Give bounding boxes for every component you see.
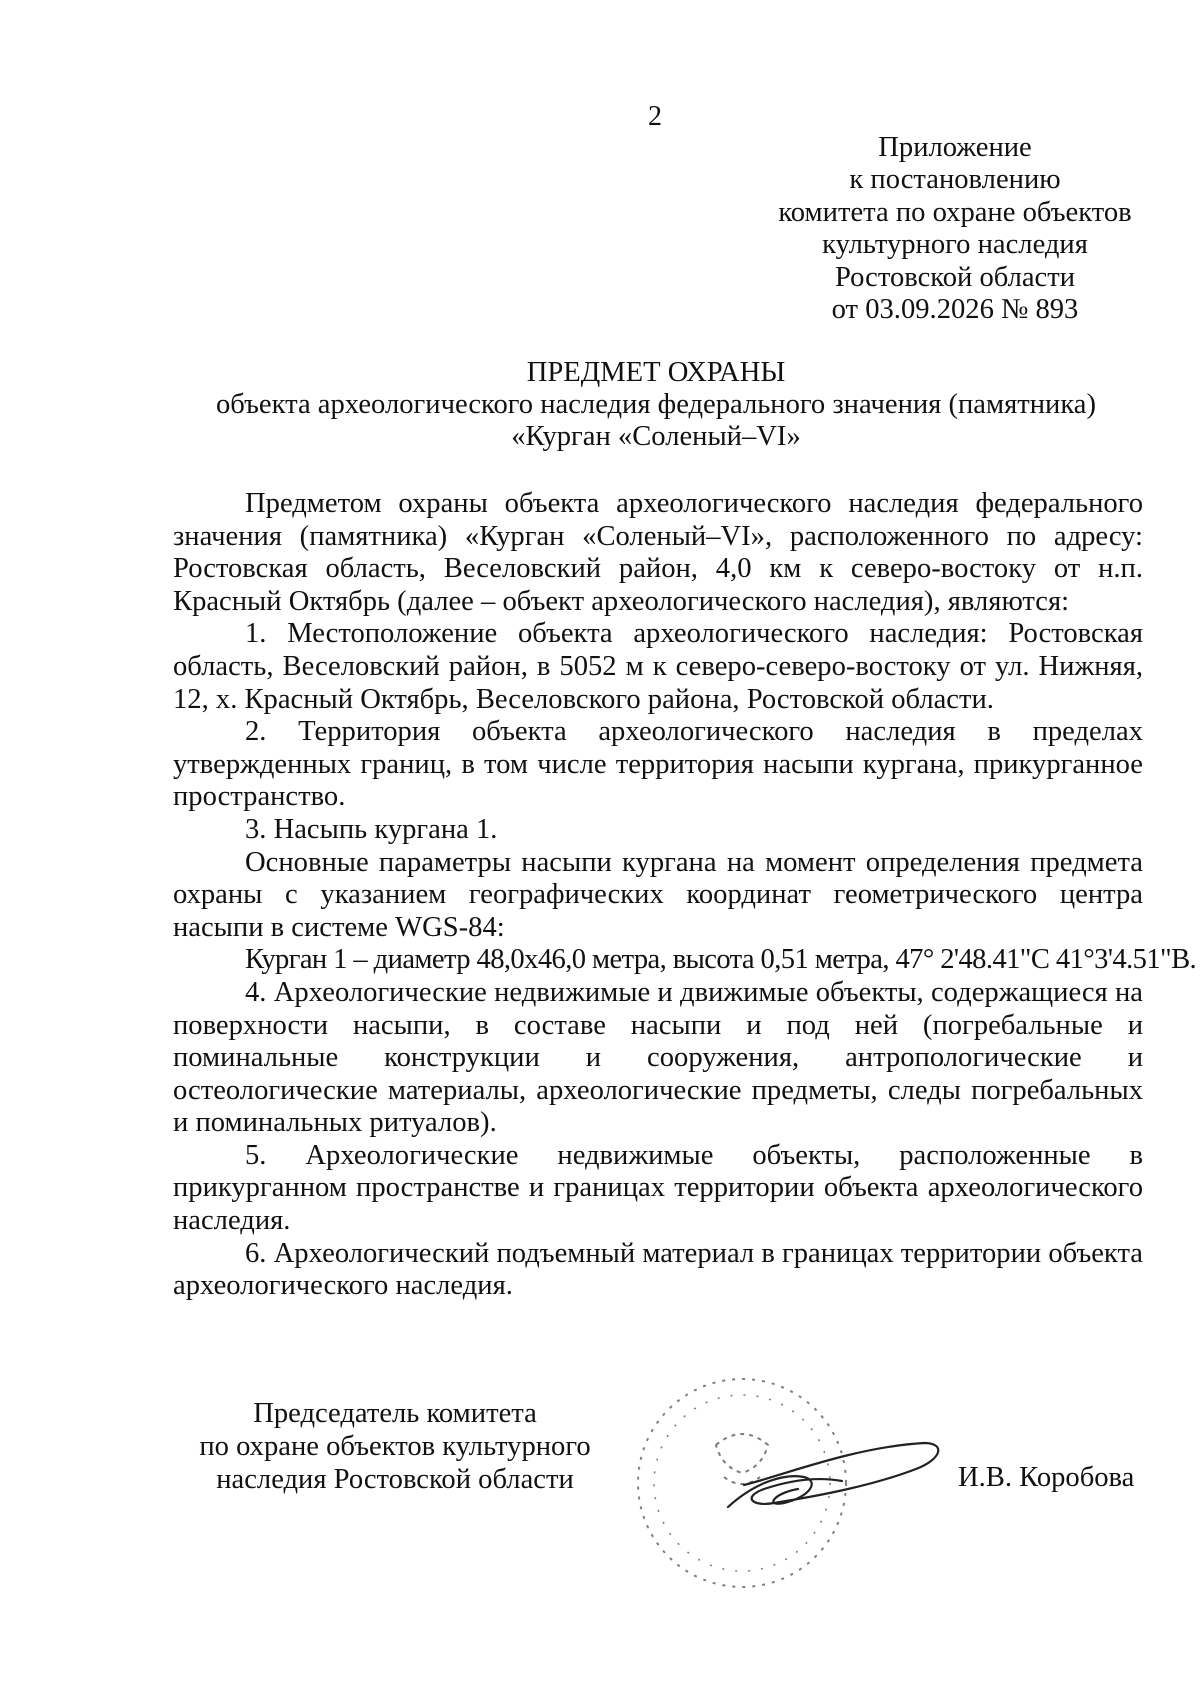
params-paragraph: Основные параметры насыпи кургана на момент определения предмета охраны с указанием географических координат геометрического центра насыпи в системе WGS-84: [173,846,1143,943]
appendix-line: к постановлению [849,164,1061,196]
page-number: 2 [648,101,662,132]
document-title: ПРЕДМЕТ ОХРАНЫ [526,357,786,388]
item-3: 3. Насыпь кургана 1. [245,813,498,845]
document-heading [171,357,1141,453]
seal-emblem [716,1434,768,1484]
position-line: наследия Ростовской области [216,1464,574,1495]
signer-name: И.В. Коробова [958,1462,1135,1493]
item-5: 5. Археологические недвижимые объекты, расположенные в прикурганном пространстве и границах территории объекта археологического наследия. [173,1139,1143,1237]
appendix-block [730,132,1180,326]
item-1: 1. Местоположение объекта археологического наследия: Ростовская область, Веселовский район, в 5052 м к северо-северо-востоку от ул. Нижняя, 12, х. Красный Октябрь, Веселовского района, Ростовской области. [173,618,1143,715]
mound-parameters: Курган 1 – диаметр 48,0х46,0 метра, высота 0,51 метра, 47° 2'48.41"С 41°3'4.51"В. [245,944,1197,976]
handwritten-signature [728,1443,938,1507]
appendix-line: Ростовской области [834,261,1076,293]
document-body [173,488,1197,1303]
appendix-line: культурного наследия [822,229,1088,261]
appendix-line: от 03.09.2026 № 893 [831,294,1079,326]
item-4: 4. Археологические недвижимые и движимые объекты, содержащиеся на поверхности насыпи, в составе насыпи и под ней (погребальные и поминальные конструкции и сооружения, антропологические и остеологические материалы, археологические предметы, следы погребальных и поминальных ритуалов). [173,976,1143,1139]
document-subtitle: объекта археологического наследия федерального значения (памятника) [215,389,1097,420]
object-name: «Курган «Соленый–VI» [511,421,801,452]
item-6: 6. Археологический подъемный материал в границах территории объекта археологического наследия. [173,1237,1143,1302]
signature-position [180,1397,610,1496]
appendix-line: комитета по охране объектов [778,196,1132,228]
position-line: по охране объектов культурного [199,1431,591,1462]
intro-paragraph: Предметом охраны объекта археологического наследия федерального значения (памятника) «Курган «Соленый–VI», расположенного по адресу: Ростовская область, Веселовский район, 4,0 км к северо-востоку от н.п. Красный Октябрь (далее – объект археологического наследия), являются: [173,488,1143,617]
appendix-line: Приложение [878,132,1032,163]
stamp-and-signature [624,1365,954,1605]
item-2: 2. Территория объекта археологического наследия в пределах утвержденных границ, в том числе территория насыпи кургана, прикурганное пространство. [173,716,1143,813]
position-line: Председатель комитета [253,1398,537,1429]
